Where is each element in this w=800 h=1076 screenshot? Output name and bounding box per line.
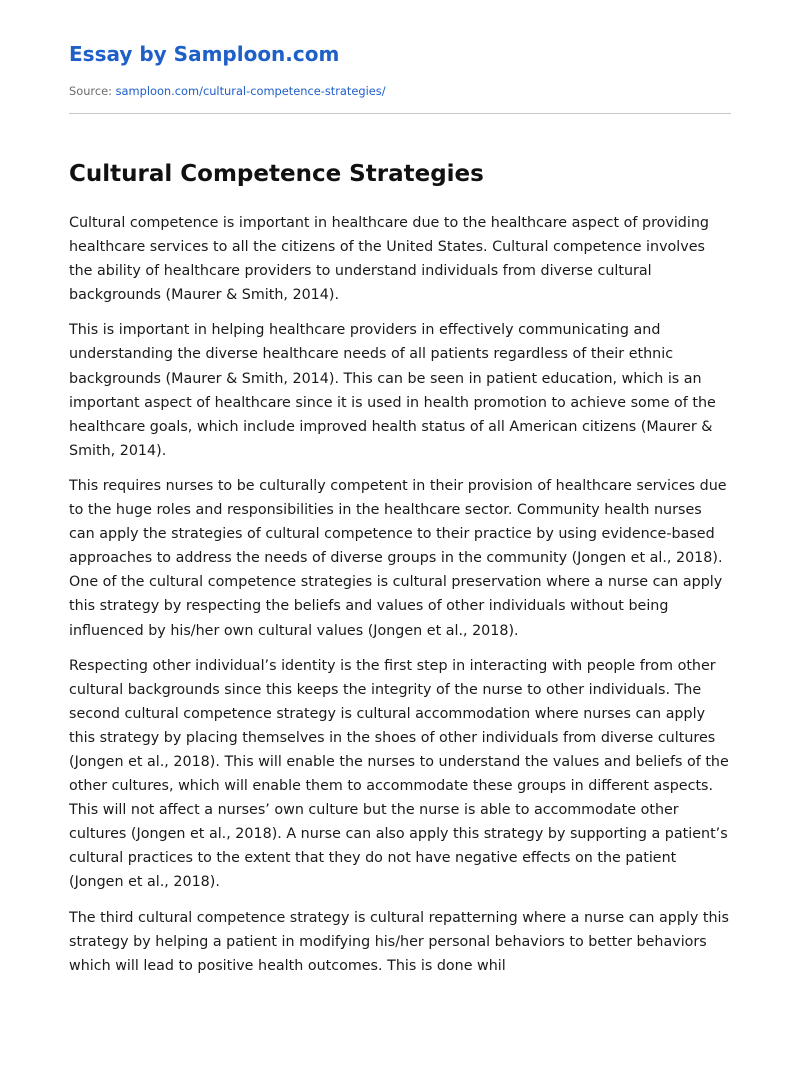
paragraph-5: The third cultural competence strategy is cultural repatterning where a nurse can apply this strategy by helping a patient in modifying his/her personal behaviors to better behaviors which will lead to positive health outcomes. This is done whil — [69, 909, 729, 974]
site-brand-title[interactable]: Essay by Samploon.com — [69, 42, 340, 66]
essay-title: Cultural Competence Strategies — [69, 161, 484, 187]
source-label: Source: — [69, 84, 116, 98]
essay-body — [69, 211, 731, 978]
paragraph-1: Cultural competence is important in healthcare due to the healthcare aspect of providing healthcare services to all the citizens of the United States. Cultural competence involves the ability of healthcare providers to understand individuals from diverse cultural backgrounds (Maurer & Smith, 2014). — [69, 215, 709, 304]
header-divider — [69, 113, 731, 114]
essay-page — [69, 0, 731, 1076]
paragraph-3: This requires nurses to be culturally competent in their provision of healthcare services due to the huge roles and responsibilities in the healthcare sector. Community health nurses can apply the strategies of cultural competence to their practice by using evidence-based approaches to address the needs of diverse groups in the community (Jongen et al., 2018). One of the cultural competence strategies is cultural preservation where a nurse can apply this strategy by respecting the beliefs and values of other individuals without being influenced by his/her own cultural values (Jongen et al., 2018). — [69, 477, 727, 639]
paragraph-4: Respecting other individual’s identity is the first step in interacting with people from other cultural backgrounds since this keeps the integrity of the nurse to other individuals. The second cultural competence strategy is cultural accommodation where nurses can apply this strategy by placing themselves in the shoes of other individuals from diverse cultures (Jongen et al., 2018). This will enable the nurses to understand the values and beliefs of the other cultures, which will enable them to accommodate these groups in different aspects. This will not affect a nurses’ own culture but the nurse is able to accommodate other cultures (Jongen et al., 2018). A nurse can also apply this strategy by supporting a patient’s cultural practices to the extent that they do not have negative effects on the patient (Jongen et al., 2018). — [69, 657, 729, 891]
paragraph-2: This is important in helping healthcare providers in effectively communicating and understanding the diverse healthcare needs of all patients regardless of their ethnic backgrounds (Maurer & Smith, 2014). This can be seen in patient education, which is an important aspect of healthcare since it is used in health promotion to achieve some of the healthcare goals, which include improved health status of all American citizens (Maurer & Smith, 2014). — [69, 322, 716, 459]
source-link[interactable]: samploon.com/cultural-competence-strategies/ — [115, 84, 386, 98]
source-line — [69, 84, 731, 98]
